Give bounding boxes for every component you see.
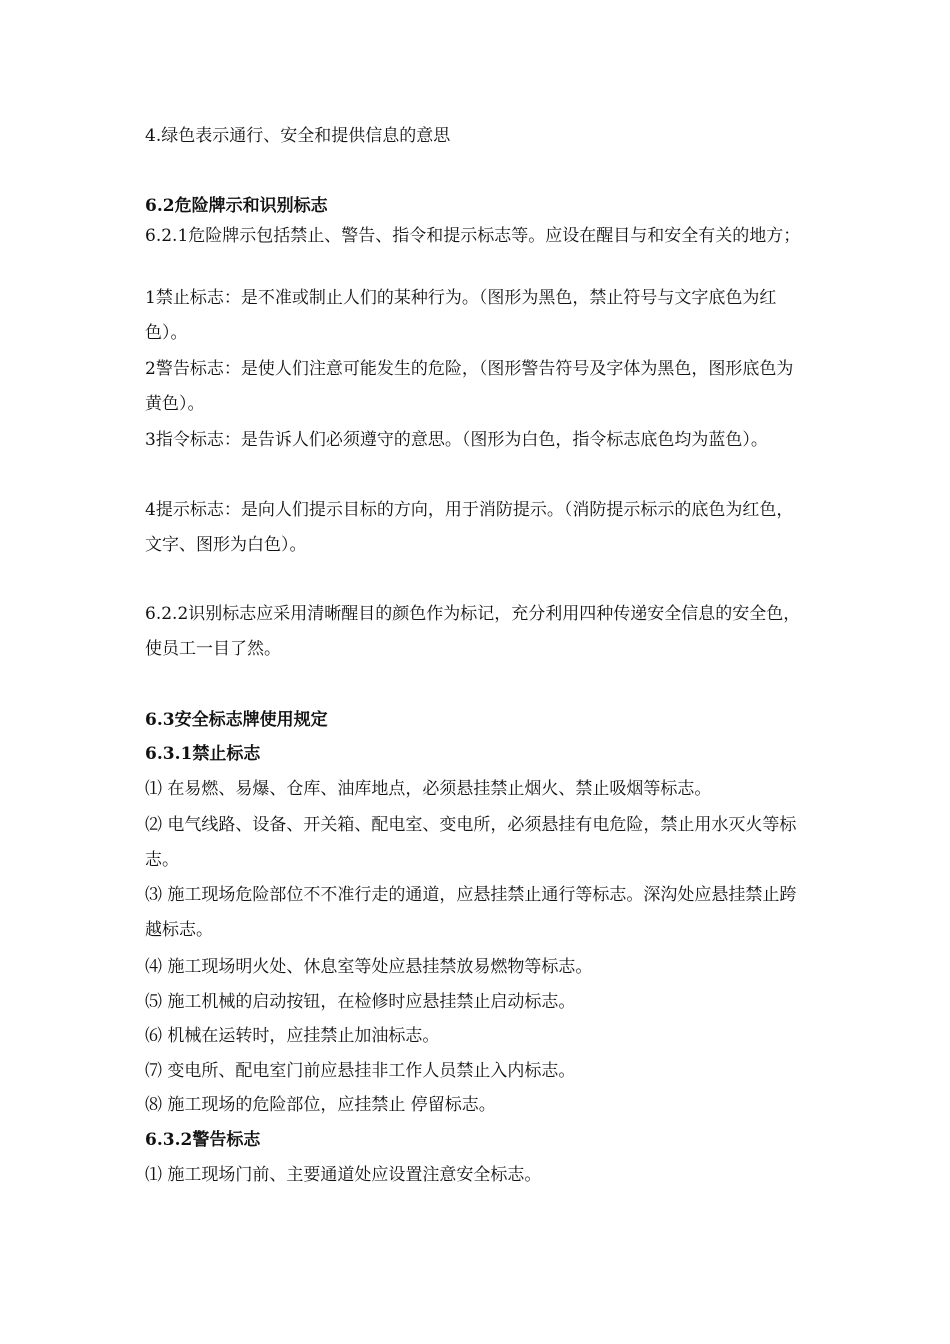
- paragraph-green-meaning: 4.绿色表示通行、安全和提供信息的意思: [145, 126, 451, 146]
- list-item: ⑵ 电气线路、设备、开关箱、配电室、变电所，必须悬挂有电危险，禁止用水灭火等标志。: [145, 815, 797, 870]
- list-item: ⑴ 在易燃、易爆、仓库、油库地点，必须悬挂禁止烟火、禁止吸烟等标志。: [145, 779, 712, 799]
- paragraph-6-2-2: 6.2.2识别标志应采用清晰醒目的颜色作为标记，充分利用四种传递安全信息的安全色，使员工一目了然。: [145, 604, 801, 659]
- paragraph-information-sign: 4提示标志：是向人们提示目标的方向，用于消防提示。（消防提示标示的底色为红色，文字、图形为白色）。: [145, 500, 794, 555]
- paragraph-mandatory-sign: 3指令标志：是告诉人们必须遵守的意思。（图形为白色，指令标志底色均为蓝色）。: [145, 430, 768, 450]
- list-item: ⑸ 施工机械的启动按钮，在检修时应悬挂禁止启动标志。: [145, 992, 576, 1012]
- list-item: ⑹ 机械在运转时，应挂禁止加油标志。: [145, 1026, 440, 1046]
- list-item: ⑻ 施工现场的危险部位，应挂禁止 停留标志。: [145, 1095, 496, 1115]
- list-item: ⑺ 变电所、配电室门前应悬挂非工作人员禁止入内标志。: [145, 1061, 576, 1081]
- list-item: ⑴ 施工现场门前、主要通道处应设置注意安全标志。: [145, 1165, 542, 1185]
- heading-6-3-1: 6.3.1禁止标志: [145, 744, 261, 764]
- heading-6-3-2: 6.3.2警告标志: [145, 1130, 261, 1150]
- heading-6-3: 6.3安全标志牌使用规定: [145, 710, 328, 730]
- paragraph-6-2-1: 6.2.1危险牌示包括禁止、警告、指令和提示标志等。应设在醒目与和安全有关的地方；: [145, 226, 801, 246]
- list-item: ⑷ 施工现场明火处、休息室等处应悬挂禁放易燃物等标志。: [145, 957, 593, 977]
- list-item: ⑶ 施工现场危险部位不不准行走的通道，应悬挂禁止通行等标志。深沟处应悬挂禁止跨越标志。: [145, 885, 797, 940]
- heading-6-2: 6.2危险牌示和识别标志: [145, 196, 328, 216]
- paragraph-warning-sign: 2警告标志：是使人们注意可能发生的危险，（图形警告符号及字体为黑色，图形底色为黄色）。: [145, 359, 794, 414]
- paragraph-prohibition-sign: 1禁止标志：是不准或制止人们的某种行为。（图形为黑色，禁止符号与文字底色为红色）。: [145, 288, 777, 343]
